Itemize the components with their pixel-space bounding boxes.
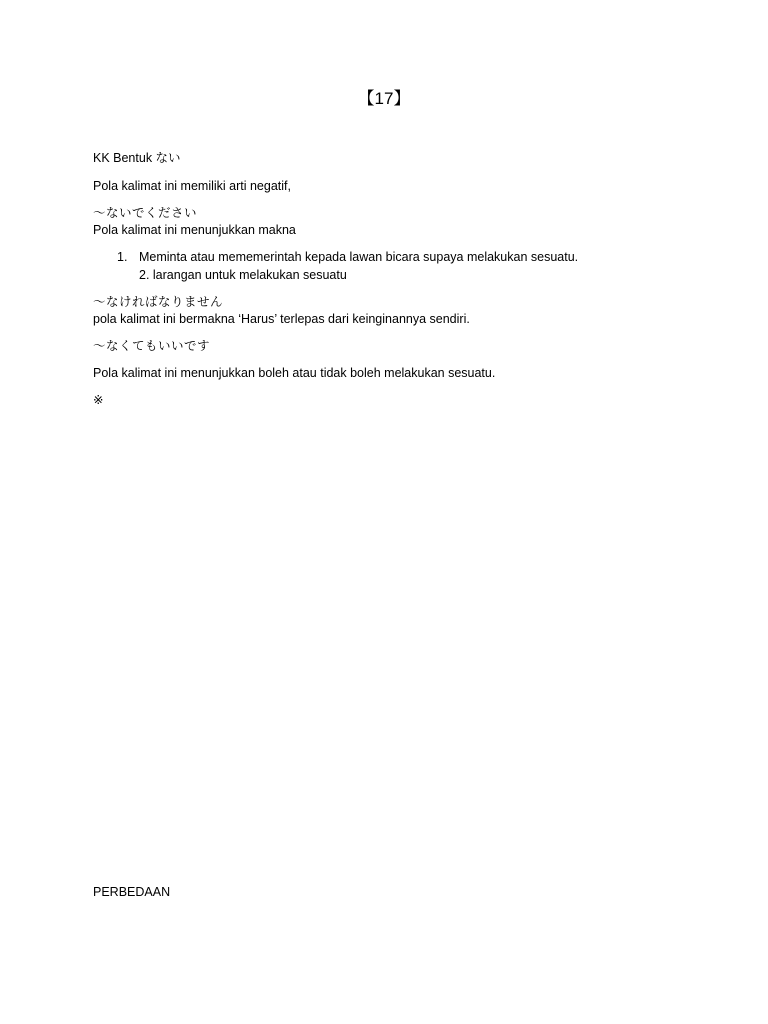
kk-heading: KK Bentuk ない: [93, 151, 181, 165]
pattern-heading-nakutemo-ii-desu: ～なくてもいいです: [93, 339, 211, 353]
paragraph-negative: Pola kalimat ini memiliki arti negatif,: [93, 179, 291, 193]
list-item-number: 1.: [117, 250, 128, 264]
list-item-text: 2. larangan untuk melakukan sesuatu: [139, 268, 347, 282]
pattern-description: Pola kalimat ini menunjukkan boleh atau tidak boleh melakukan sesuatu.: [93, 366, 496, 380]
footer-word: PERBEDAAN: [93, 885, 171, 899]
pattern-description: pola kalimat ini bermakna ‘Harus’ terlepas dari keinginannya sendiri.: [93, 312, 470, 326]
page-title: 【17】: [357, 89, 411, 108]
trailing-symbol: ※: [93, 393, 104, 407]
list-item-text: Meminta atau mememerintah kepada lawan bicara supaya melakukan sesuatu.: [139, 250, 579, 264]
pattern-heading-naide-kudasai: ～ないでください: [93, 206, 198, 220]
pattern-heading-nakereba-narimasen: ～なければなりません: [93, 295, 224, 309]
pattern-description: Pola kalimat ini menunjukkan makna: [93, 223, 296, 237]
